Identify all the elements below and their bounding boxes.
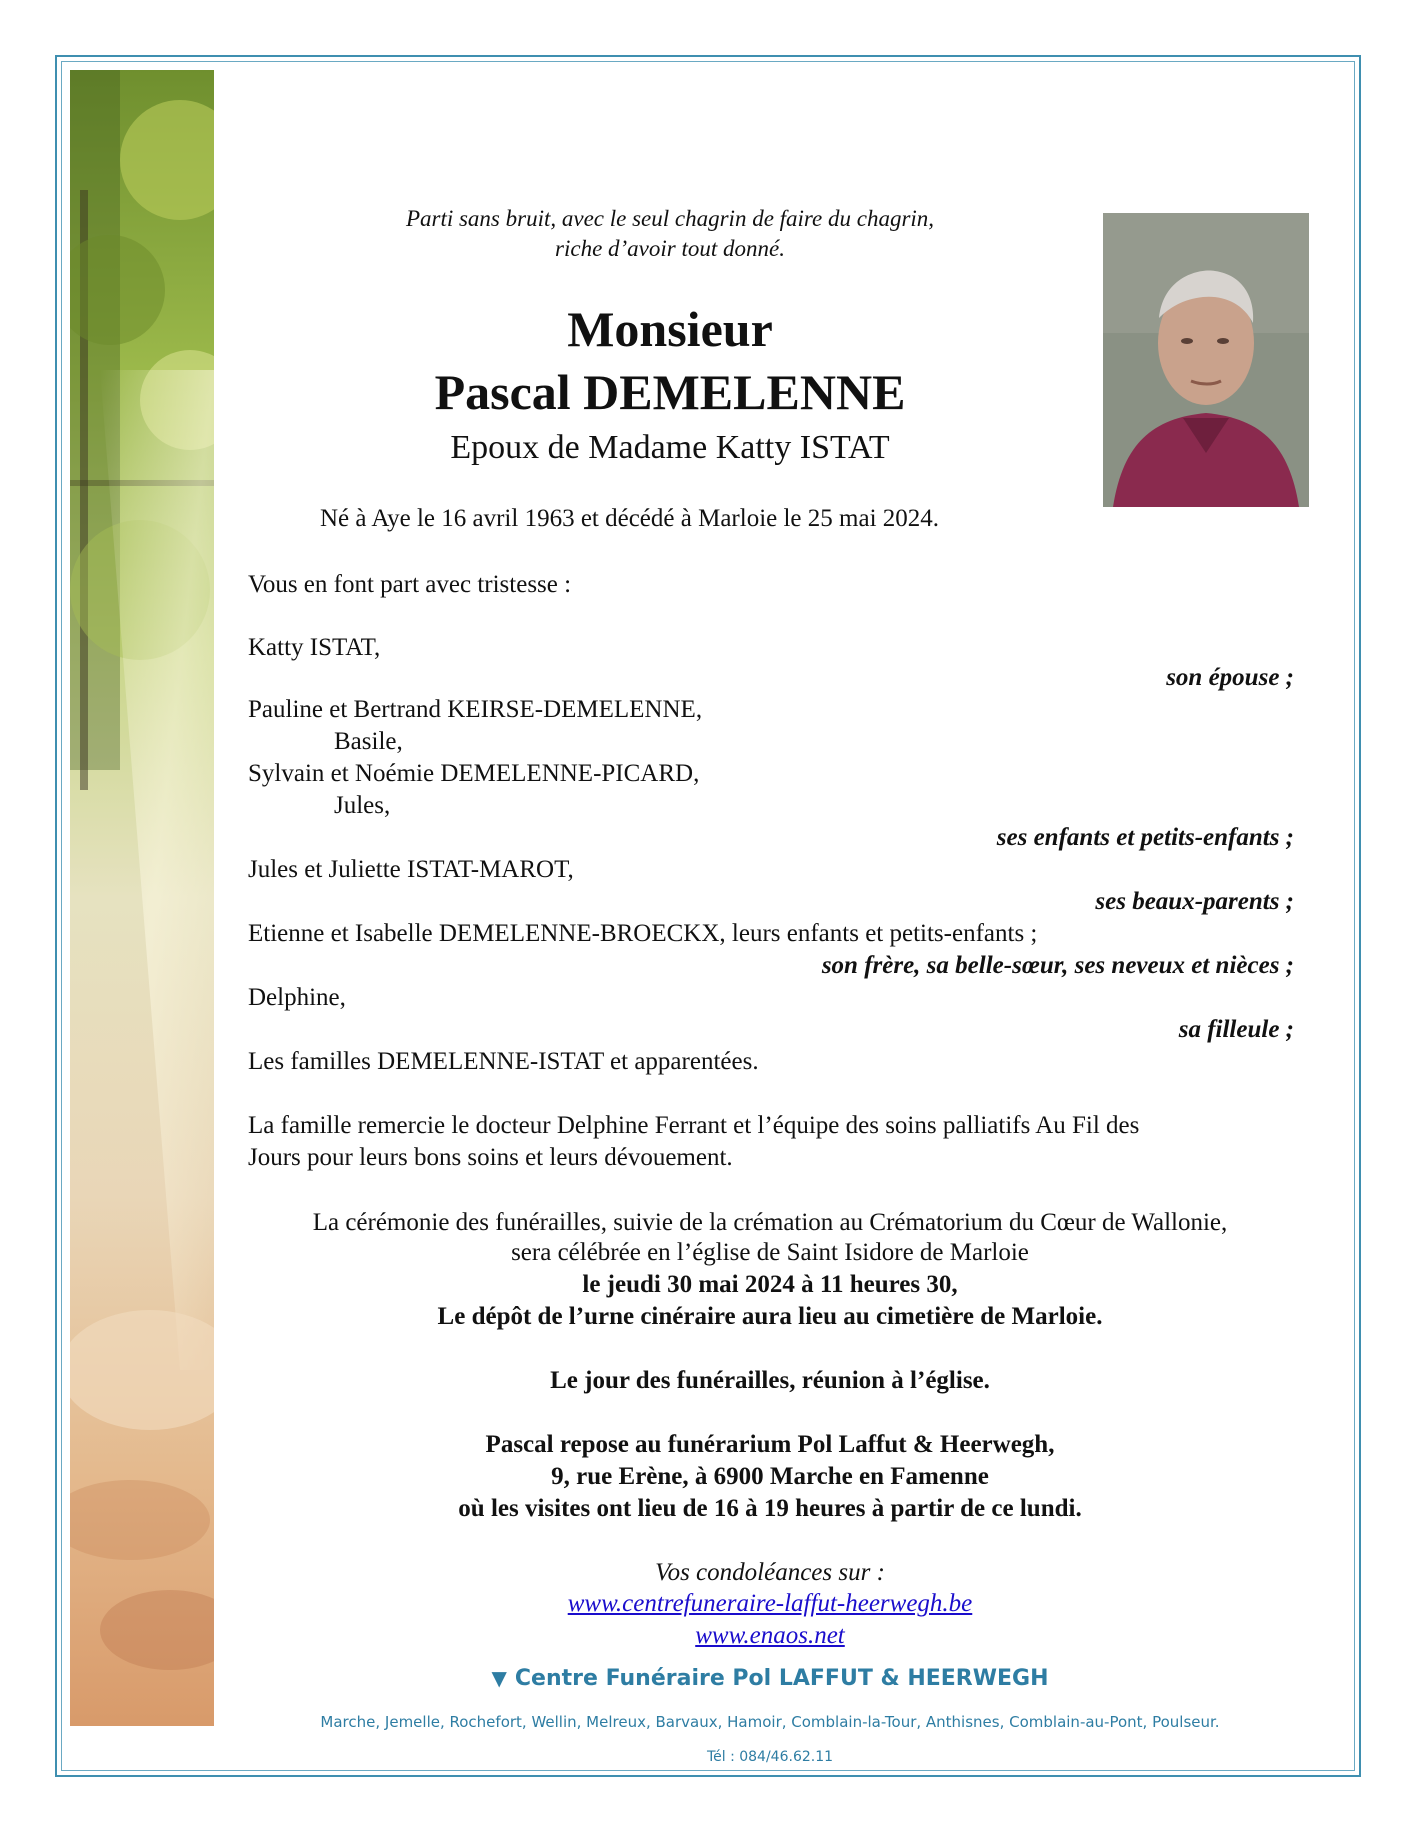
- condolences-link-funeral-centre[interactable]: www.centrefuneraire-laffut-heerwegh.be: [567, 1590, 973, 1617]
- title-monsieur: Monsieur: [567, 301, 773, 357]
- quote-line-1: Parti sans bruit, avec le seul chagrin de faire du chagrin,: [405, 206, 935, 231]
- birth-death-line: Né à Aye le 16 avril 1963 et décédé à Marloie le 25 mai 2024.: [320, 505, 940, 532]
- gathering-line: Le jour des funérailles, réunion à l’église.: [550, 1367, 990, 1394]
- family-line-9: Les familles DEMELENNE-ISTAT et apparentées.: [248, 1048, 759, 1075]
- ceremony-urn: Le dépôt de l’urne cinéraire aura lieu au cimetière de Marloie.: [437, 1303, 1103, 1330]
- family-line-1: Katty ISTAT,: [248, 634, 381, 661]
- footer-company-name: Centre Funéraire Pol LAFFUT & HEERWEGH: [514, 1666, 1049, 1691]
- relation-children: ses enfants et petits-enfants ;: [996, 824, 1294, 851]
- spouse-line: Epoux de Madame Katty ISTAT: [450, 429, 890, 466]
- forest-path-image: [70, 70, 214, 1726]
- ceremony-date: le jeudi 30 mai 2024 à 11 heures 30,: [582, 1271, 958, 1298]
- triangle-down-icon: ▼: [491, 1666, 507, 1690]
- family-line-5: Jules,: [334, 792, 391, 819]
- relation-parents-in-law: ses beaux-parents ;: [1095, 888, 1294, 915]
- family-line-6: Jules et Juliette ISTAT-MAROT,: [248, 856, 574, 883]
- relation-goddaughter: sa filleule ;: [1178, 1016, 1294, 1043]
- rest-line-2: 9, rue Erène, à 6900 Marche en Famenne: [551, 1463, 989, 1490]
- family-line-2: Pauline et Bertrand KEIRSE-DEMELENNE,: [248, 696, 703, 723]
- family-line-7: Etienne et Isabelle DEMELENNE-BROECKX, leurs enfants et petits-enfants ;: [248, 920, 1038, 947]
- family-line-8: Delphine,: [248, 984, 346, 1011]
- rest-line-3: où les visites ont lieu de 16 à 19 heures à partir de ce lundi.: [458, 1495, 1082, 1522]
- condolences-label: Vos condoléances sur :: [655, 1559, 885, 1586]
- thanks-line-2: Jours pour leurs bons soins et leurs dévouement.: [248, 1144, 733, 1171]
- portrait-photo: [1103, 213, 1309, 507]
- footer-locations: Marche, Jemelle, Rochefort, Wellin, Melreux, Barvaux, Hamoir, Comblain-la-Tour, Anthisnes, Comblain-au-Pont, Poulseur.: [320, 1713, 1220, 1731]
- family-line-3: Basile,: [334, 728, 403, 755]
- footer-phone: Tél : 084/46.62.11: [706, 1749, 834, 1765]
- announce-line: Vous en font part avec tristesse :: [248, 571, 572, 598]
- quote-line-2: riche d’avoir tout donné.: [555, 236, 785, 261]
- thanks-line-1: La famille remercie le docteur Delphine Ferrant et l’équipe des soins palliatifs Au Fil des: [248, 1112, 1140, 1139]
- rest-line-1: Pascal repose au funérarium Pol Laffut & Heerwegh,: [485, 1431, 1055, 1458]
- ceremony-line-2: sera célébrée en l’église de Saint Isidore de Marloie: [511, 1239, 1029, 1266]
- condolences-link-enaos[interactable]: www.enaos.net: [695, 1622, 845, 1649]
- relation-spouse: son épouse ;: [1166, 664, 1294, 691]
- relation-siblings: son frère, sa belle-sœur, ses neveux et nièces ;: [821, 952, 1294, 979]
- deceased-name: Pascal DEMELENNE: [434, 364, 906, 420]
- family-line-4: Sylvain et Noémie DEMELENNE-PICARD,: [248, 760, 700, 787]
- ceremony-line-1: La cérémonie des funérailles, suivie de la crémation au Crématorium du Cœur de Wallonie,: [312, 1209, 1228, 1236]
